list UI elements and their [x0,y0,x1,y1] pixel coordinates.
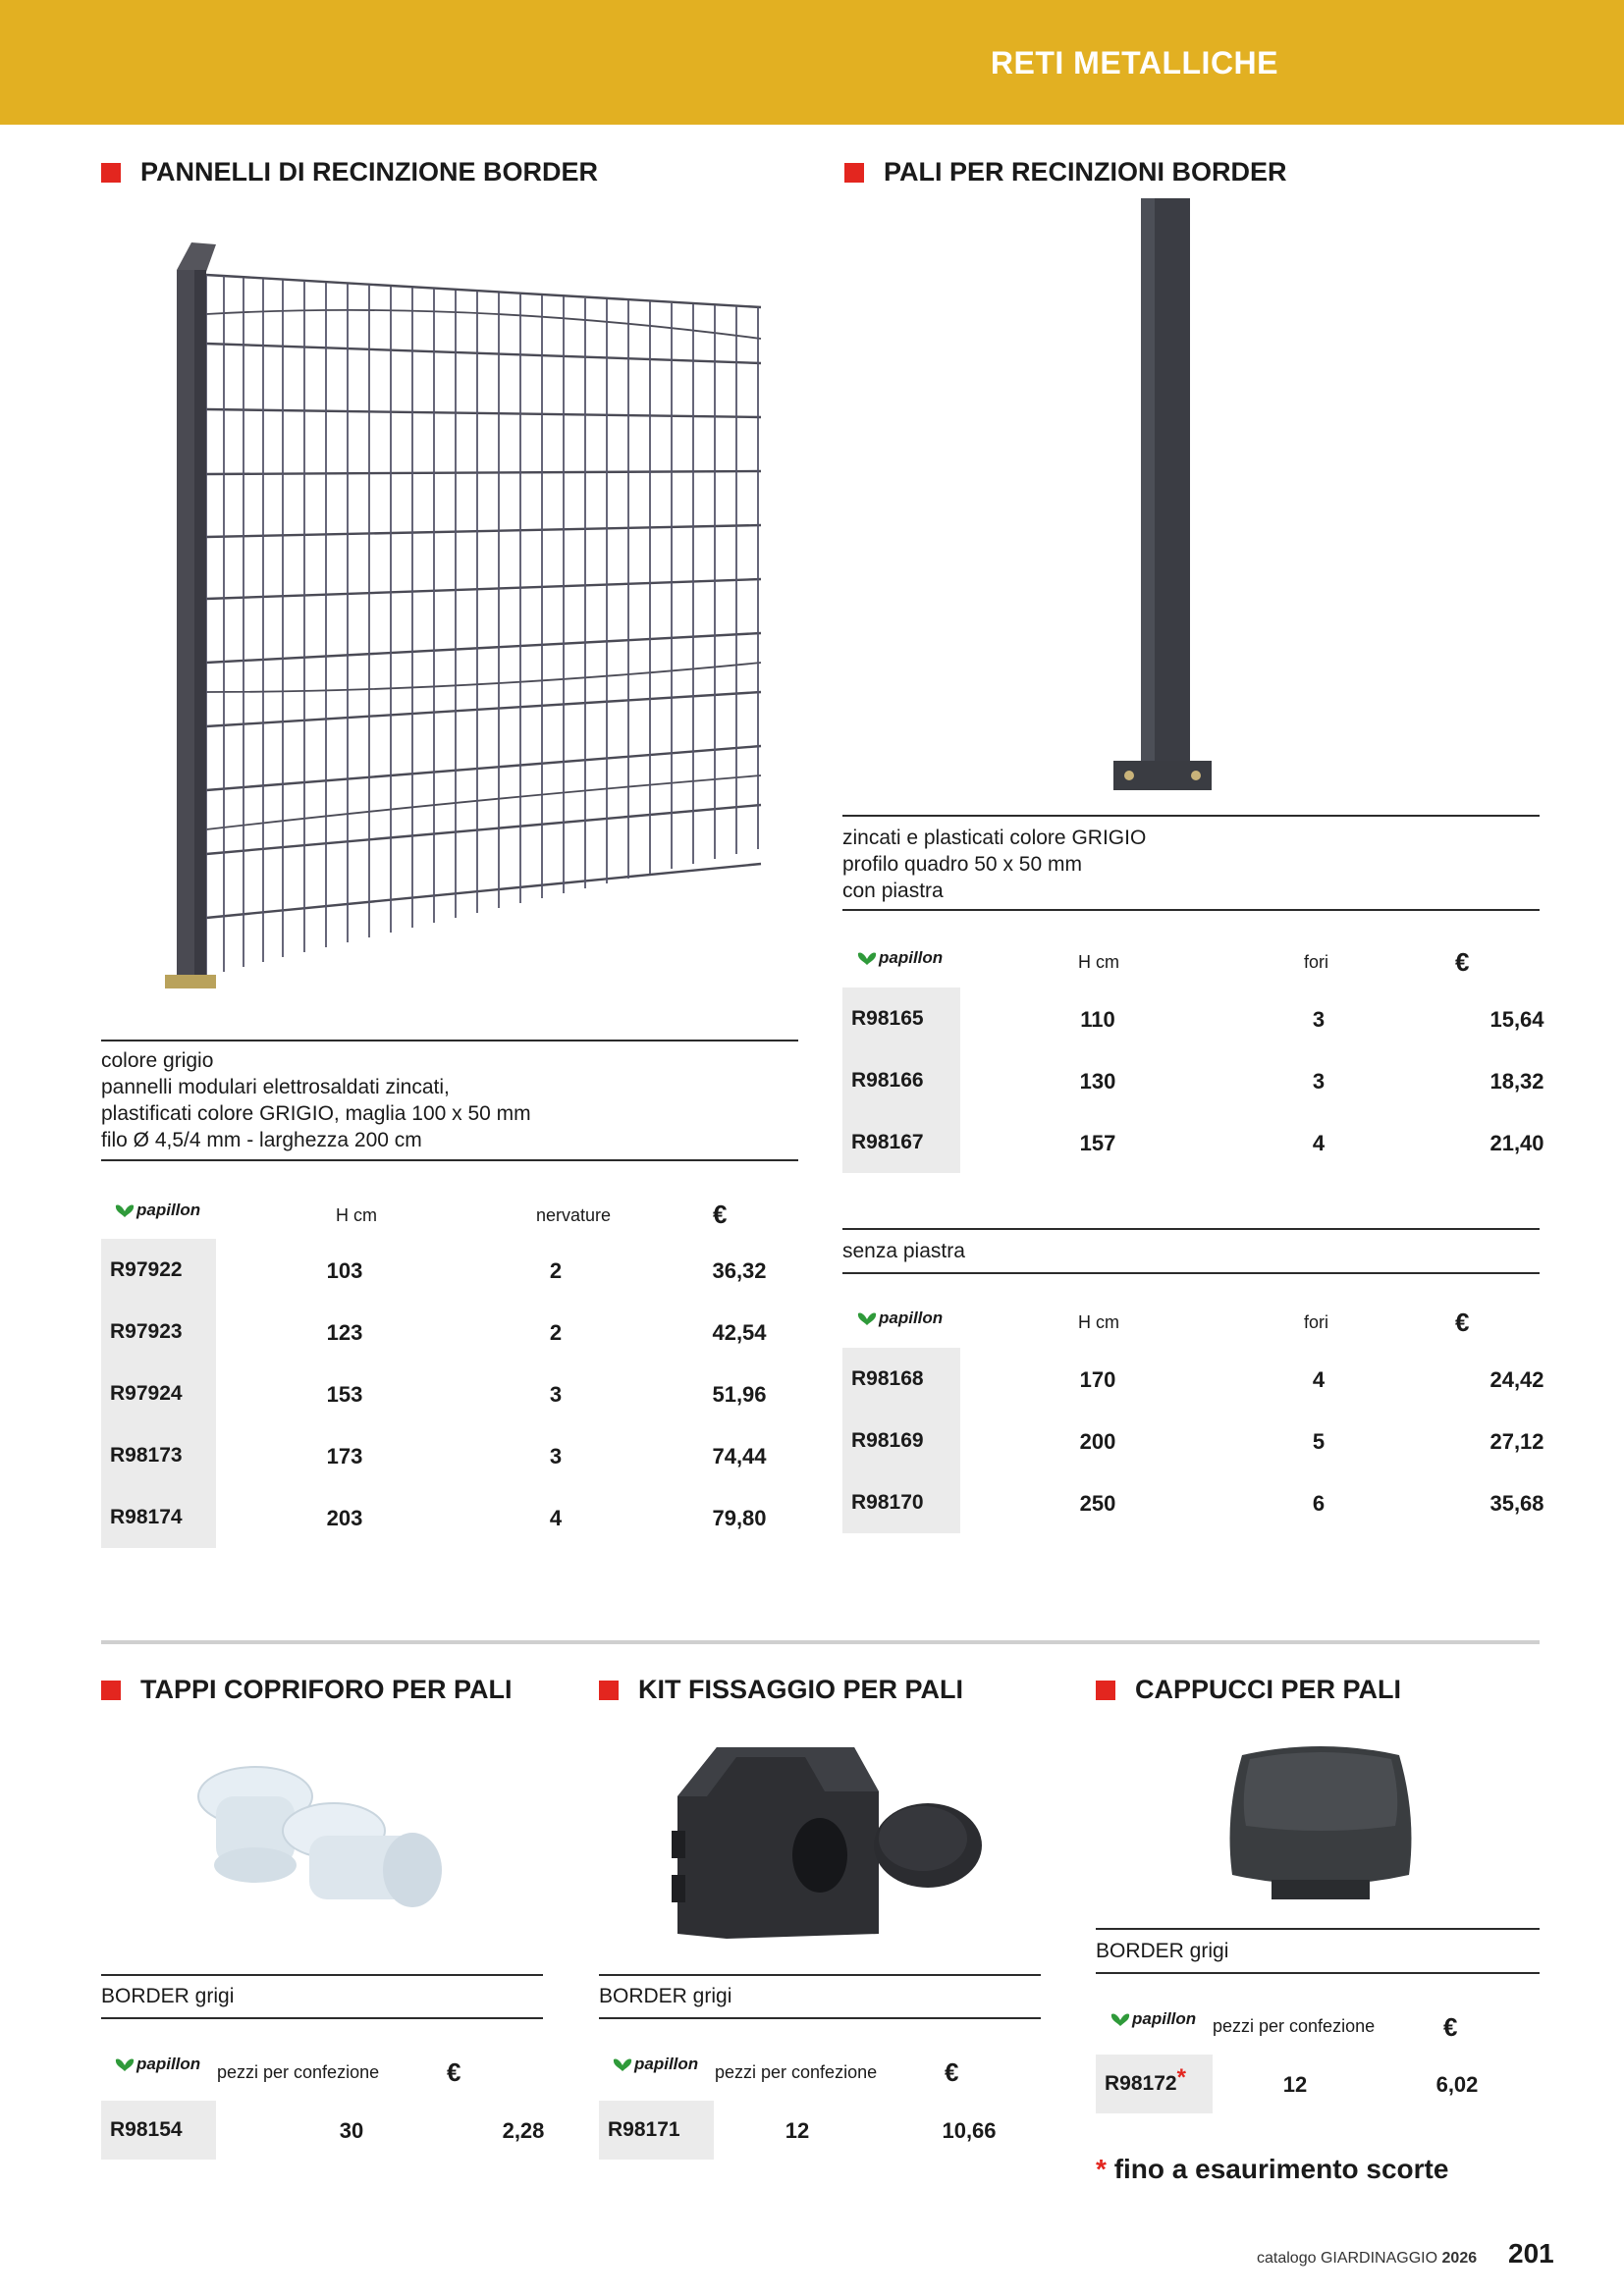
height-value: 157 [1079,1131,1116,1155]
price-value: 18,32 [1489,1069,1544,1094]
height-value: 250 [1079,1491,1116,1516]
height-value: 103 [326,1258,363,1283]
kit-description: BORDER grigi [599,1985,732,2007]
price-value: 36,32 [712,1258,767,1283]
posts-table-2 [842,1348,1544,1533]
product-code: R98166 [842,1049,960,1111]
red-square-icon [1096,1681,1115,1700]
panels-description [101,1047,531,1153]
section-title-hole-caps [101,1675,513,1705]
stock-note: * fino a esaurimento scorte [1096,2154,1449,2184]
product-code: R97923 [101,1301,216,1362]
table-row [101,1239,808,1301]
price-value: 6,02 [1435,2072,1479,2097]
posts-table [842,988,1544,1173]
ribs-value: 2 [549,1320,563,1345]
papillon-logo: papillon [857,948,943,968]
height-value: 173 [326,1444,363,1468]
table-row [101,1301,808,1362]
butterfly-icon [115,2056,135,2073]
table-row [842,1348,1544,1410]
holes-value: 5 [1312,1429,1326,1454]
height-value: 200 [1079,1429,1116,1454]
product-code: R98171 [599,2101,714,2160]
product-code: R98170 [842,1471,960,1533]
red-square-icon [844,163,864,183]
divider [599,1974,1041,1976]
price-value: 15,64 [1489,1007,1544,1032]
price-value: 51,96 [712,1382,767,1407]
header-band [0,0,1624,125]
section-title-text: CAPPUCCI PER PALI [1135,1675,1402,1704]
product-code: R98167 [842,1111,960,1173]
col-header-price: € [1455,947,1470,977]
product-code: R98165 [842,988,960,1049]
price-value: 2,28 [502,2118,545,2143]
divider [101,1040,798,1041]
section-separator [101,1640,1540,1644]
section-title-caps [1096,1675,1401,1705]
divider [101,2017,543,2019]
desc-line: con piastra [842,880,944,902]
butterfly-icon [857,1309,877,1327]
price-value: 10,66 [942,2118,997,2143]
table-row [101,2101,543,2160]
posts-description [842,825,1146,904]
table-row [842,988,1544,1049]
product-code: R97922 [101,1239,216,1301]
section-title-panels [101,157,598,187]
divider [101,1974,543,1976]
availability-asterisk: * [1176,2064,1186,2091]
desc-line: pannelli modulari elettrosaldati zincati, [101,1076,450,1098]
section-title-text: PALI PER RECINZIONI BORDER [884,157,1287,187]
divider [842,909,1540,911]
posts-description-2: senza piastra [842,1240,965,1262]
desc-line: plastificati colore GRIGIO, maglia 100 x 50 mm [101,1102,531,1125]
fixing-kit-image [658,1737,992,1953]
divider [101,1159,798,1161]
product-code: R98174 [101,1486,216,1548]
qty-value: 12 [785,2118,810,2143]
height-value: 153 [326,1382,363,1407]
ribs-value: 3 [549,1382,563,1407]
product-code: R98168 [842,1348,960,1410]
holes-value: 4 [1312,1131,1326,1155]
butterfly-icon [613,2056,632,2073]
product-code: R98173 [101,1424,216,1486]
panels-table [101,1239,808,1548]
holes-value: 3 [1312,1007,1326,1032]
divider [842,1272,1540,1274]
red-square-icon [101,1681,121,1700]
table-row [842,1111,1544,1173]
table-row [599,2101,1041,2160]
desc-line: profilo quadro 50 x 50 mm [842,853,1082,876]
price-value: 24,42 [1489,1367,1544,1392]
papillon-logo: papillon [1110,2009,1196,2029]
height-value: 170 [1079,1367,1116,1392]
table-row [842,1049,1544,1111]
price-value: 35,68 [1489,1491,1544,1516]
col-header-h: H cm [1078,952,1119,972]
price-value: 79,80 [712,1506,767,1530]
divider [842,1228,1540,1230]
col-header-nervature: nervature [536,1205,612,1225]
price-value: 42,54 [712,1320,767,1345]
butterfly-icon [115,1201,135,1219]
papillon-logo: papillon [115,2055,200,2074]
divider [842,815,1540,817]
qty-value: 30 [339,2118,364,2143]
col-header-h: H cm [1078,1312,1119,1332]
desc-line: zincati e plasticati colore GRIGIO [842,827,1147,849]
section-title-kit [599,1675,963,1705]
col-header-qty: pezzi per confezione [1213,2016,1376,2036]
col-header-fori: fori [1304,952,1329,972]
page-number: 201 [1508,2238,1554,2269]
product-code: R98154 [101,2101,216,2160]
height-value: 130 [1079,1069,1116,1094]
papillon-logo: papillon [115,1201,200,1220]
qty-value: 12 [1282,2072,1308,2097]
caps-description: BORDER grigi [1096,1940,1229,1962]
ribs-value: 3 [549,1444,563,1468]
col-header-h: H cm [336,1205,377,1225]
col-header-price: € [1443,2012,1458,2042]
divider [1096,1972,1540,1974]
ribs-value: 2 [549,1258,563,1283]
height-value: 203 [326,1506,363,1530]
col-header-price: € [945,2057,959,2087]
price-value: 27,12 [1489,1429,1544,1454]
height-value: 110 [1080,1007,1115,1032]
product-code: R98169 [842,1410,960,1471]
product-code: R97924 [101,1362,216,1424]
table-row [1096,2055,1540,2113]
red-square-icon [101,163,121,183]
col-header-fori: fori [1304,1312,1329,1332]
table-row [842,1410,1544,1471]
table-row [842,1471,1544,1533]
butterfly-icon [1110,2010,1130,2028]
desc-line: colore grigio [101,1049,214,1072]
col-header-price: € [713,1200,728,1229]
fence-post-image [1100,196,1218,800]
hole-caps-description: BORDER grigi [101,1985,235,2007]
fence-panel-image [137,231,766,996]
butterfly-icon [857,949,877,967]
price-value: 21,40 [1489,1131,1544,1155]
col-header-qty: pezzi per confezione [217,2062,380,2082]
col-header-price: € [1455,1308,1470,1337]
height-value: 123 [326,1320,363,1345]
table-row [101,1486,808,1548]
section-title-posts [844,157,1287,187]
price-value: 74,44 [712,1444,767,1468]
catalog-footer: catalogo GIARDINAGGIO 2026 [1257,2250,1478,2267]
ribs-value: 4 [549,1506,563,1530]
hole-caps-image [187,1757,461,1934]
holes-value: 3 [1312,1069,1326,1094]
col-header-qty: pezzi per confezione [715,2062,878,2082]
divider [1096,1928,1540,1930]
holes-value: 4 [1312,1367,1326,1392]
divider [599,2017,1041,2019]
section-title-text: KIT FISSAGGIO PER PALI [638,1675,964,1704]
section-title-text: TAPPI COPRIFORO PER PALI [140,1675,513,1704]
holes-value: 6 [1312,1491,1326,1516]
product-code: R98172 * [1096,2055,1213,2113]
desc-line: filo Ø 4,5/4 mm - larghezza 200 cm [101,1129,422,1151]
post-cap-image [1213,1737,1429,1914]
papillon-logo: papillon [613,2055,698,2074]
page-title: RETI METALLICHE [990,45,1278,80]
table-row [101,1424,808,1486]
papillon-logo: papillon [857,1308,943,1328]
section-title-text: PANNELLI DI RECINZIONE BORDER [140,157,599,187]
table-row [101,1362,808,1424]
red-square-icon [599,1681,619,1700]
col-header-price: € [447,2057,461,2087]
